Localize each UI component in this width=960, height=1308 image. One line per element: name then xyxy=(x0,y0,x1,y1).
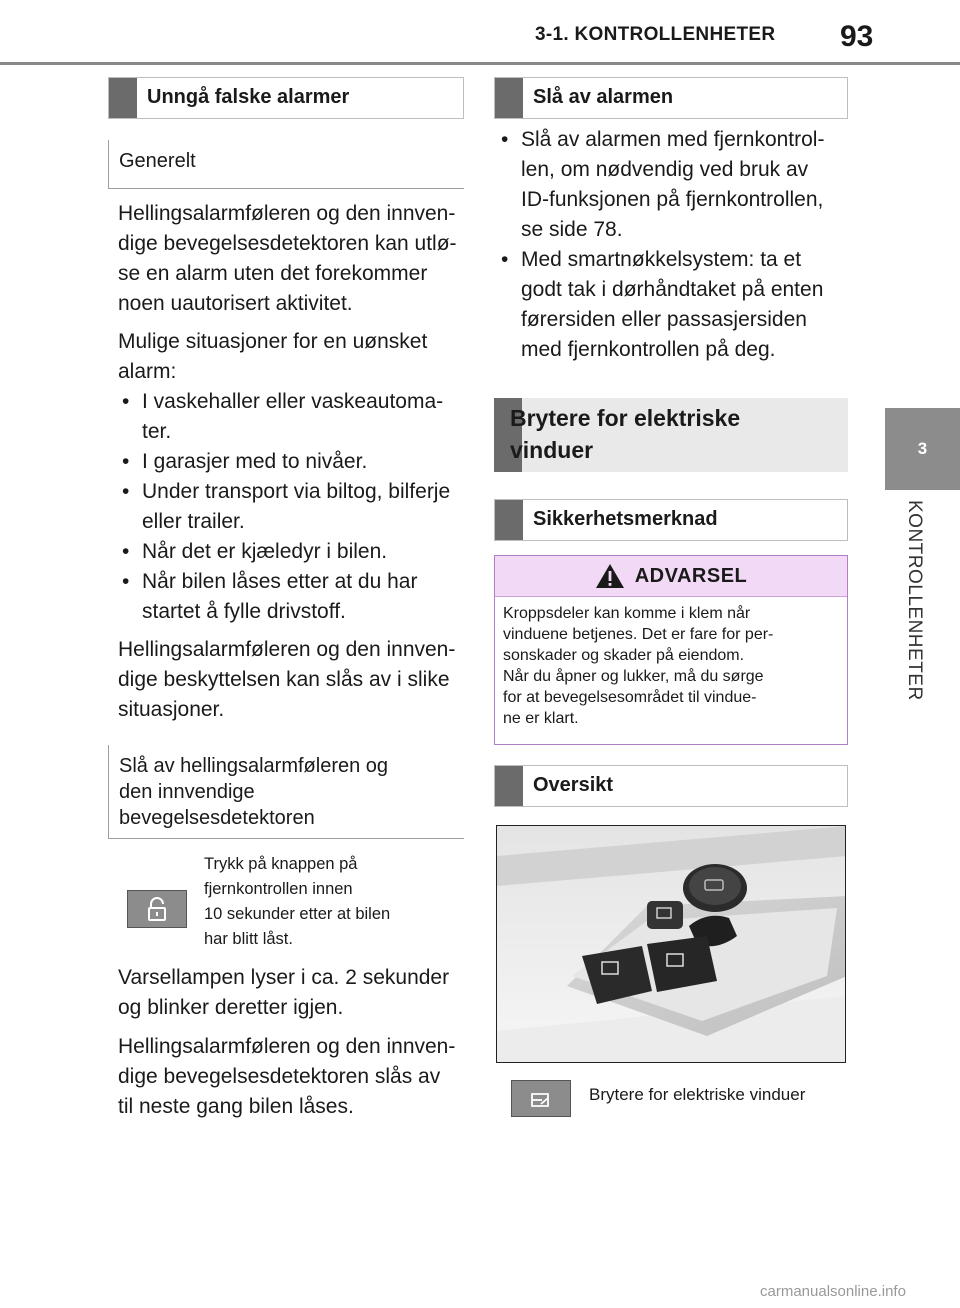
bullet-item xyxy=(497,125,847,245)
text-line: startet å fylle drivstoff. xyxy=(142,600,346,623)
text-line: • Slå av alarmen med fjernkontrol- xyxy=(521,128,825,151)
section-heading-label: Sikkerhetsmerknad xyxy=(533,508,718,530)
text-line: den innvendige xyxy=(119,781,255,803)
text-line: Brytere for elektriske xyxy=(510,405,741,431)
text-line: Mulige situasjoner for en uønsket xyxy=(118,330,428,353)
paragraph xyxy=(118,1032,468,1122)
text-line: • I vaskehaller eller vaskeautoma- xyxy=(142,390,444,413)
text-line: alarm: xyxy=(118,360,177,383)
page-number: 93 xyxy=(840,20,874,53)
text-line: noen uautorisert aktivitet. xyxy=(118,292,353,315)
paragraph xyxy=(118,199,468,319)
text-line: dige bevegelsesdetektoren kan utlø- xyxy=(118,232,457,255)
text-line: vinduer xyxy=(510,437,594,463)
text-line: Slå av hellingsalarmføleren og xyxy=(119,755,389,777)
section-heading-bar xyxy=(495,766,523,806)
warning-box xyxy=(494,555,848,745)
text-line: for at bevegelsesområdet til vindue- xyxy=(503,689,757,706)
text-line: • Når det er kjæledyr i bilen. xyxy=(142,540,388,563)
text-line: sonskader og skader på eiendom. xyxy=(503,647,745,664)
text-line: førersiden eller passasjersiden xyxy=(521,308,807,331)
text-line: situasjoner. xyxy=(118,698,225,721)
text-line: • Med smartnøkkelsystem: ta et xyxy=(521,248,802,271)
text-line: • I garasjer med to nivåer. xyxy=(142,450,368,473)
section-heading-bar xyxy=(495,500,523,540)
window-switch-photo xyxy=(496,825,846,1063)
left-body-2 xyxy=(118,963,468,1122)
window-switch-illustration xyxy=(497,826,846,1063)
text-line: til neste gang bilen låses. xyxy=(118,1095,354,1118)
section-heading-windows xyxy=(494,398,848,472)
lock-instruction xyxy=(204,852,464,952)
text-line: har blitt låst. xyxy=(204,930,293,948)
section-heading-bar xyxy=(495,78,523,118)
bullet-item xyxy=(118,537,468,567)
text-line: og blinker deretter igjen. xyxy=(118,996,344,1019)
bullet-item xyxy=(497,245,847,365)
text-line: len, om nødvendig ved bruk av xyxy=(521,158,809,181)
text-line: • Under transport via biltog, bilferje xyxy=(142,480,451,503)
text-line: Hellingsalarmføleren og den innven- xyxy=(118,202,456,225)
text-line: • Når bilen låses etter at du har xyxy=(142,570,418,593)
chapter-tab-title: KONTROLLENHETER xyxy=(904,500,925,701)
section-heading-label: Oversikt xyxy=(533,774,614,796)
warning-title: ADVARSEL xyxy=(634,564,748,587)
text-line: ter. xyxy=(142,420,172,443)
figure-caption: Brytere for elektriske vinduer xyxy=(589,1085,806,1104)
paragraph xyxy=(118,327,468,387)
section-heading-overview xyxy=(494,765,848,807)
section-heading-bar xyxy=(109,78,137,118)
right-bullets xyxy=(497,125,847,365)
text-line: fjernkontrollen innen xyxy=(204,880,353,898)
lock-key-box xyxy=(127,890,187,928)
warning-text xyxy=(495,597,847,729)
left-body-1 xyxy=(118,199,468,725)
window-switch-icon xyxy=(528,1088,554,1110)
bullet-item xyxy=(118,447,468,477)
text-line: vinduene betjenes. Det er fare for per- xyxy=(503,626,774,643)
paragraph xyxy=(118,963,468,1023)
text-line: eller trailer. xyxy=(142,510,245,533)
section-heading-false-alarms xyxy=(108,77,464,119)
header-divider xyxy=(0,62,960,65)
padlock-icon xyxy=(146,896,168,922)
warning-header xyxy=(495,556,847,597)
text-line: se en alarm uten det forekommer xyxy=(118,262,428,285)
text-line: ID-funksjonen på fjernkontrollen, xyxy=(521,188,824,211)
text-line: Når du åpner og lukker, må du sørge xyxy=(503,668,764,685)
bullet-item xyxy=(118,477,468,537)
bullet-item xyxy=(118,567,468,627)
text-line: dige bevegelsesdetektoren slås av xyxy=(118,1065,441,1088)
text-line: ne er klart. xyxy=(503,710,579,727)
section-heading-label xyxy=(510,398,740,466)
paragraph xyxy=(118,635,468,725)
text-line: Kroppsdeler kan komme i klem når xyxy=(503,605,751,622)
text-line: Trykk på knappen på xyxy=(204,855,358,873)
section-heading-label: Slå av alarmen xyxy=(533,86,674,108)
text-line: godt tak i dørhåndtaket på enten xyxy=(521,278,824,301)
subheading-disable-sensors xyxy=(108,745,464,839)
section-heading-safety xyxy=(494,499,848,541)
section-heading-label: Unngå falske alarmer xyxy=(147,86,350,108)
running-header-section: 3-1. KONTROLLENHETER xyxy=(535,24,776,45)
text-line: Hellingsalarmføleren og den innven- xyxy=(118,638,456,661)
warning-triangle-icon xyxy=(595,563,625,589)
text-line: se side 78. xyxy=(521,218,623,241)
text-line: bevegelsesdetektoren xyxy=(119,807,315,829)
text-line: Hellingsalarmføleren og den innven- xyxy=(118,1035,456,1058)
bullet-item xyxy=(118,387,468,447)
text-line: Varsellampen lyser i ca. 2 sekunder xyxy=(118,966,450,989)
chapter-tab: 3 xyxy=(885,408,960,490)
text-line: med fjernkontrollen på deg. xyxy=(521,338,776,361)
text-line: dige beskyttelsen kan slås av i slike xyxy=(118,668,450,691)
text-line: 10 sekunder etter at bilen xyxy=(204,905,391,923)
section-heading-alarm-off xyxy=(494,77,848,119)
watermark: carmanualsonline.info xyxy=(760,1283,906,1300)
subheading-general: Generelt xyxy=(108,140,464,189)
window-switch-key-box xyxy=(511,1080,571,1117)
